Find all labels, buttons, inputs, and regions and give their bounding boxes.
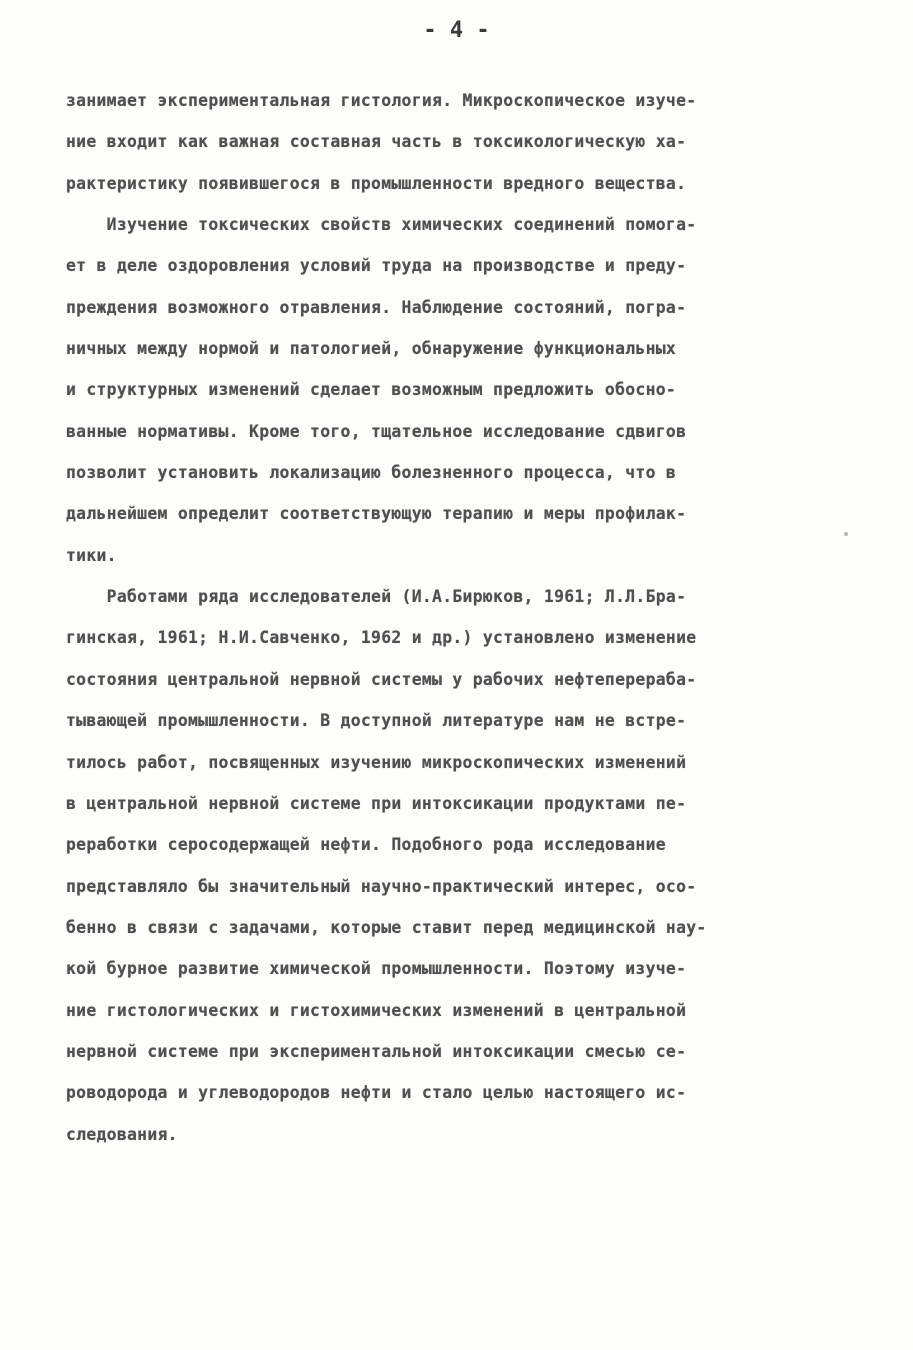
paper-speck [844, 532, 848, 536]
text-line: дальнейшем определит соответствующую терапию и меры профилак- [66, 504, 687, 524]
text-line: ние гистологических и гистохимических изменений в центральной [66, 1000, 687, 1020]
text-line: следования. [66, 1124, 178, 1144]
text-line: Изучение токсических свойств химических соединений помога- [66, 215, 697, 235]
text-line: кой бурное развитие химической промышленности. Поэтому изуче- [66, 959, 687, 979]
text-line: преждения возможного отравления. Наблюдение состояний, погра- [66, 297, 687, 317]
body-text [66, 80, 856, 1155]
text-line: тики. [66, 545, 117, 565]
text-line: состояния центральной нервной системы у рабочих нефтеперераба- [66, 669, 697, 689]
text-line: представляло бы значительный научно-практический интерес, осо- [66, 876, 697, 896]
text-line: ванные нормативы. Кроме того, тщательное исследование сдвигов [66, 421, 687, 441]
text-line: гинская, 1961; Н.И.Савченко, 1962 и др.) установлено изменение [66, 628, 697, 648]
text-line: тилось работ, посвященных изучению микроскопических изменений [66, 752, 687, 772]
text-line: рактеристику появившегося в промышленности вредного вещества. [66, 173, 687, 193]
text-line: тывающей промышленности. В доступной литературе нам не встре- [66, 711, 687, 731]
page-number: - 4 - [423, 18, 490, 43]
text-line: занимает экспериментальная гистология. Микроскопическое изуче- [66, 91, 697, 110]
text-line: роводорода и углеводородов нефти и стало целью настоящего ис- [66, 1083, 687, 1103]
text-line: нервной системе при экспериментальной интоксикации смесью се- [66, 1041, 687, 1061]
text-line: ние входит как важная составная часть в токсикологическую ха- [66, 132, 687, 152]
text-line: ничных между нормой и патологией, обнаружение функциональных [66, 339, 677, 359]
text-line: ет в деле оздоровления условий труда на производстве и преду- [66, 256, 687, 276]
text-line: в центральной нервной системе при интоксикации продуктами пе- [66, 793, 687, 813]
text-line: позволит установить локализацию болезненного процесса, что в [66, 463, 677, 483]
text-line: реработки серосодержащей нефти. Подобного рода исследование [66, 835, 666, 855]
text-line: бенно в связи с задачами, которые ставит перед медицинской нау- [66, 917, 707, 937]
text-line: и структурных изменений сделает возможным предложить обосно- [66, 380, 677, 400]
text-line: Работами ряда исследователей (И.А.Бирюков, 1961; Л.Л.Бра- [66, 587, 687, 607]
